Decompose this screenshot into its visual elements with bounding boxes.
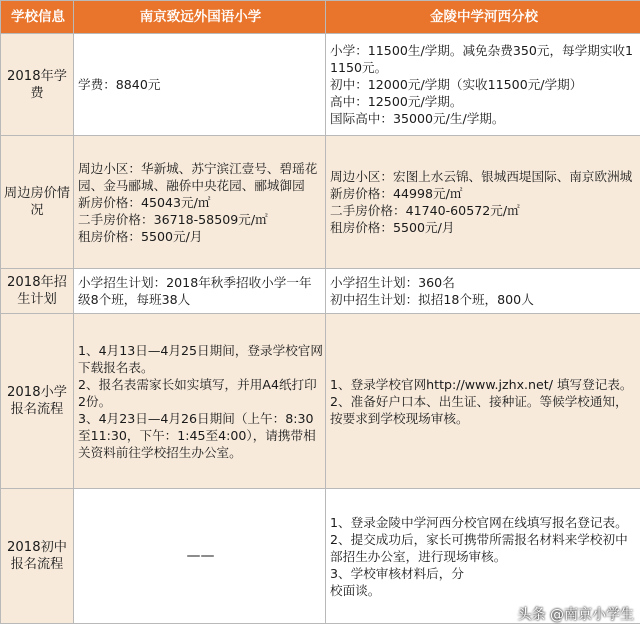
cell-line: 小学：11500生/学期。减免杂费350元，每学期实收11150元。: [330, 43, 634, 75]
cell-line: 租房价格：5500元/月: [78, 228, 203, 244]
cell-line: 二手房价格：41740-60572元/㎡: [330, 203, 520, 218]
cell-line: 新房价格：45043元/㎡: [78, 194, 211, 210]
table-row: [1, 269, 640, 314]
cell-line: 1、登录学校官网http://www.jzhx.net/ 填写登记表。: [330, 376, 633, 392]
cell-line: 2、报名表需家长如实填写，并用A4纸打印2份。: [78, 376, 317, 409]
cell-line: 周边小区：宏图上水云锦、银城西堤国际、南京欧洲城: [330, 169, 633, 184]
row-label: 2018年招生计划: [1, 269, 74, 314]
cell-line: 1、4月13日—4月25日期间，登录学校官网下载报名表。: [78, 342, 323, 375]
cell-line: 学费：8840元: [78, 77, 161, 92]
header-school-info: 学校信息: [1, 1, 74, 34]
row-label: 周边房价情况: [1, 136, 74, 269]
table-cell: [326, 314, 640, 489]
table-cell: [326, 136, 640, 269]
watermark-text: 头条 @南京小学生: [517, 607, 634, 623]
table-header-row: [1, 1, 640, 34]
empty-dash: ——: [186, 547, 215, 564]
cell-line: 小学招生计划：2018年秋季招收小学一年级8个班，每班38人: [78, 275, 312, 307]
cell-line: 周边小区：华新城、苏宁滨江壹号、碧瑶花园、金马郦城、融侨中央花园、郦城御园: [78, 160, 318, 193]
table-cell: [74, 136, 326, 269]
row-label: 2018年学费: [1, 34, 74, 136]
cell-line: 3、4月23日—4月26日期间（上午：8:30至11:30，下午：1:45至4:00），请携带相关资料前往学校招生办公室。: [78, 410, 316, 460]
cell-line: 小学招生计划：360名: [330, 275, 455, 290]
cell-line: 3、学校审核材料后，分: [330, 565, 464, 581]
header-school-b: 金陵中学河西分校: [326, 1, 640, 34]
cell-line: 2、准备好户口本、出生证、接种证。等候学校通知，按要求到学校现场审核。: [330, 393, 628, 426]
cell-line: 初中招生计划：拟招18个班，800人: [330, 292, 534, 307]
cell-line: 初中：12000元/学期（实收11500元/学期）: [330, 77, 583, 92]
table-cell: [74, 489, 326, 624]
table-cell: [74, 34, 326, 136]
cell-line: 1、登录金陵中学河西分校官网在线填写报名登记表。: [330, 514, 628, 530]
table-row: [1, 314, 640, 489]
cell-line: 租房价格：5500元/月: [330, 220, 455, 235]
cell-line: 高中：12500元/学期。: [330, 94, 463, 109]
table-cell: [326, 34, 640, 136]
row-label: 2018小学报名流程: [1, 314, 74, 489]
cell-line: 2、提交成功后，家长可携带所需报名材料来学校初中部招生办公室，进行现场审核。: [330, 531, 628, 564]
table-cell: [74, 314, 326, 489]
table-cell: [326, 269, 640, 314]
table-cell: [74, 269, 326, 314]
cell-line: 国际高中：35000元/生/学期。: [330, 111, 505, 126]
cell-line: 新房价格：44998元/㎡: [330, 186, 463, 201]
cell-line: 二手房价格：36718-58509元/㎡: [78, 211, 268, 227]
table-row: [1, 136, 640, 269]
header-school-a: 南京致远外国语小学: [74, 1, 326, 34]
cell-line: 校面谈。: [330, 582, 381, 598]
row-label: 2018初中报名流程: [1, 489, 74, 624]
table-row: [1, 34, 640, 136]
